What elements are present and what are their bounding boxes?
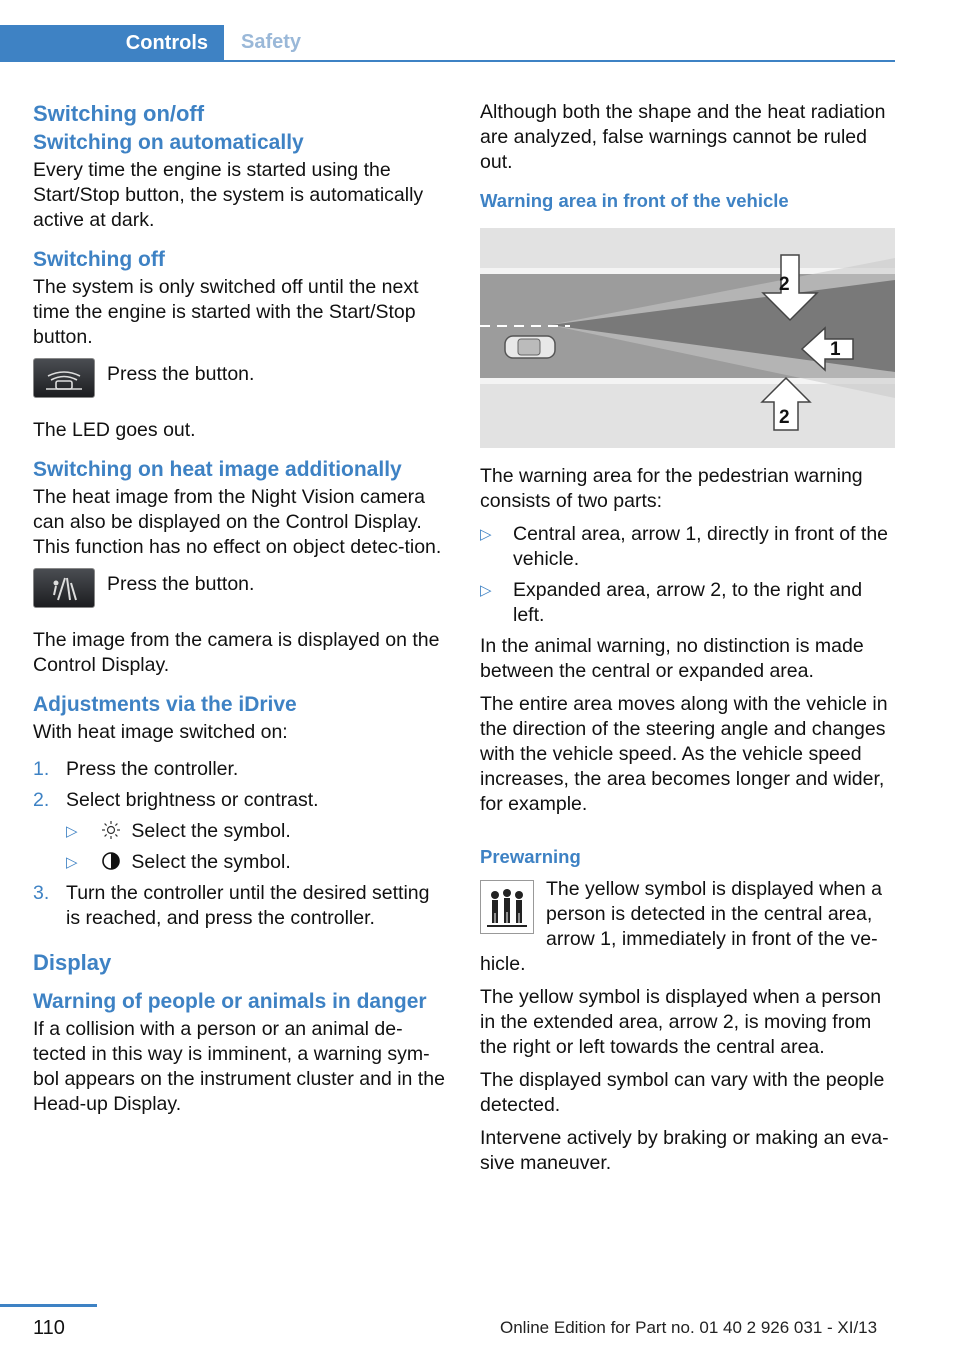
para-led: The LED goes out. <box>33 419 196 441</box>
para-heat: The heat image from the Night Vision camera can also be displayed on the Control Display. This function has no effect on object detec‐tion. <box>33 486 442 558</box>
para-adjust: With heat image switched on: <box>33 721 288 743</box>
para-false-warnings: Although both the shape and the heat radiation are analyzed, false warnings cannot be ruled out. <box>480 101 886 173</box>
tab-controls[interactable]: Controls <box>0 25 224 62</box>
sub-list <box>33 819 448 875</box>
para-camera: The image from the camera is displayed on the Control Display. <box>33 629 440 676</box>
prewarning-block <box>480 877 898 977</box>
list-item <box>66 850 448 875</box>
triangle-bullet-icon: ▷ <box>66 854 78 871</box>
para-prewarn: The yellow symbol is displayed when a person is detected in the central area, arrow 1, immediately in front of the ve‐hicle. <box>480 878 882 975</box>
heading-prewarning: Prewarning <box>480 846 581 867</box>
figure-label-1: 1 <box>830 339 841 360</box>
left-column <box>33 100 448 1125</box>
page-number: 110 <box>33 1317 65 1339</box>
area-bullets <box>480 522 898 628</box>
bullet-text: Central area, arrow 1, directly in front of the vehicle. <box>513 523 889 570</box>
list-item <box>480 522 898 572</box>
heading-heat: Switching on heat image additionally <box>33 458 402 481</box>
tab-safety[interactable]: Safety <box>241 31 302 53</box>
triangle-bullet-icon: ▷ <box>480 582 492 599</box>
step-number: 2. <box>33 789 50 811</box>
brightness-icon <box>99 819 123 844</box>
para-vary: The displayed symbol can vary with the people detected. <box>480 1069 885 1116</box>
list-item <box>33 788 448 813</box>
figure-label-2-top: 2 <box>779 274 790 295</box>
triangle-bullet-icon: ▷ <box>66 823 78 840</box>
warning-area-figure <box>480 228 895 448</box>
para-moves: The entire area moves along with the vehicle in the direction of the steering angle and changes with the vehicle speed. As the vehicle speed increases, the area becomes longer and wider, for example. <box>480 693 888 815</box>
para-animal: In the animal warning, no distinction is made between the central or expanded area. <box>480 635 864 682</box>
right-column <box>480 100 898 1184</box>
edition-footer: Online Edition for Part no. 01 40 2 926 031 - XI/13 <box>500 1318 878 1337</box>
list-item <box>33 757 448 782</box>
header-bar <box>0 0 895 62</box>
footer-rule <box>0 1304 97 1307</box>
contrast-icon <box>99 850 123 875</box>
press-text-2: Press the button. <box>107 573 255 595</box>
para-off: The system is only switched off until the next time the engine is started with the Start/Stop button. <box>33 276 419 348</box>
bullet-text: Expanded area, arrow 2, to the right and left. <box>513 579 863 626</box>
triangle-bullet-icon: ▷ <box>480 526 492 543</box>
heading-warning-area: Warning area in front of the vehicle <box>480 190 789 211</box>
header-rule <box>0 60 895 62</box>
para-intervene: Intervene actively by braking or making an eva‐sive maneuver. <box>480 1127 889 1174</box>
press-button-night-vision <box>33 358 448 408</box>
list-item <box>480 578 898 628</box>
list-item <box>66 819 448 844</box>
step-number: 1. <box>33 758 50 780</box>
para-extended: The yellow symbol is displayed when a person in the extended area, arrow 2, is moving from the right or left towards the central area. <box>480 986 882 1058</box>
heading-warning: Warning of people or animals in danger <box>33 990 427 1013</box>
para-auto: Every time the engine is started using the Start/Stop button, the system is automatically active at dark. <box>33 159 424 231</box>
heading-switching: Switching on/off <box>33 101 205 126</box>
heading-adjust: Adjustments via the iDrive <box>33 693 297 716</box>
heading-off: Switching off <box>33 248 165 271</box>
night-vision-button-icon <box>33 358 95 398</box>
pedestrian-warning-icon <box>480 880 534 934</box>
para-warning: If a collision with a person or an animal de‐tected in this way is imminent, a warning sym‐bol appears on the instrument cluster and in the Head-up Display. <box>33 1018 445 1115</box>
heat-image-button-icon <box>33 568 95 608</box>
sub-text: Select the symbol. <box>131 820 291 842</box>
list-item <box>33 881 448 931</box>
step-text: Press the controller. <box>66 758 239 780</box>
step-number: 3. <box>33 882 50 904</box>
heading-display: Display <box>33 950 112 975</box>
press-text-1: Press the button. <box>107 363 255 385</box>
para-area: The warning area for the pedestrian warning consists of two parts: <box>480 465 863 512</box>
heading-auto: Switching on automatically <box>33 131 304 154</box>
step-text: Select brightness or contrast. <box>66 789 319 811</box>
steps-list <box>33 757 448 931</box>
press-button-heat-image <box>33 568 448 618</box>
sub-text: Select the symbol. <box>131 851 291 873</box>
step-text: Turn the controller until the desired setting is reached, and press the controller. <box>66 882 430 929</box>
figure-label-2-bottom: 2 <box>779 407 790 428</box>
